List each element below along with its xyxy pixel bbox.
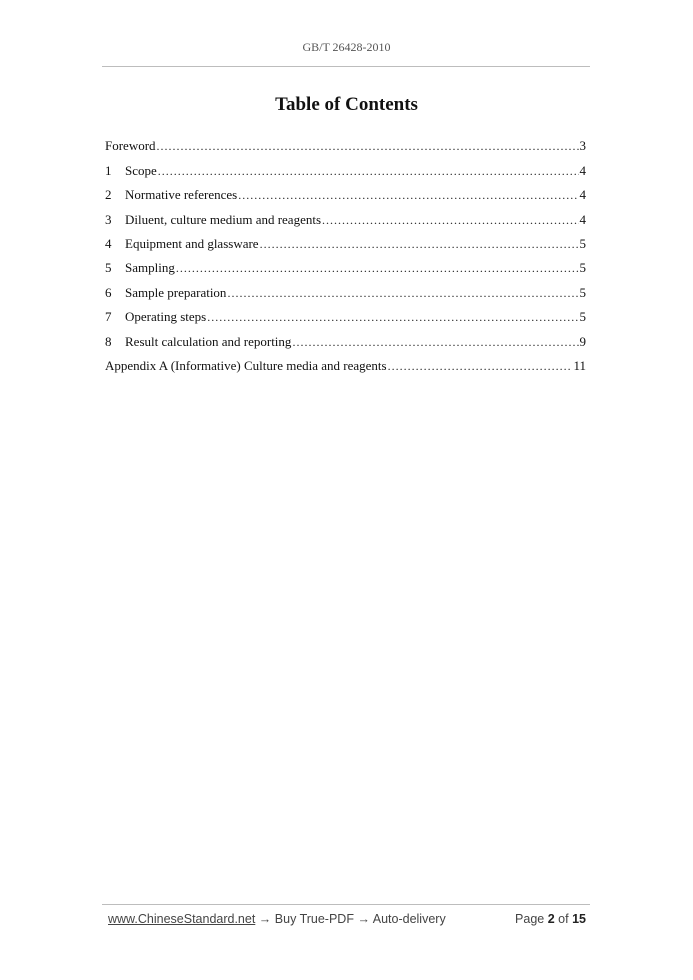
toc-list <box>105 130 586 374</box>
toc-leader-dots <box>292 334 578 350</box>
page-total: 15 <box>572 912 586 926</box>
running-header: GB/T 26428-2010 <box>302 40 391 54</box>
toc-title: Table of Contents <box>275 94 418 115</box>
toc-leader-dots <box>322 212 578 228</box>
footer-divider <box>102 904 590 905</box>
toc-entry-number: 2 <box>105 187 112 203</box>
page-of-label: of <box>558 912 569 926</box>
toc-entry-page: 9 <box>579 333 586 349</box>
toc-entry[interactable] <box>105 301 586 325</box>
toc-entry-page: 3 <box>579 138 586 154</box>
toc-leader-dots <box>227 285 578 301</box>
toc-leader-dots <box>388 358 573 374</box>
auto-delivery-text: Auto-delivery <box>372 912 446 926</box>
toc-entry-number: 6 <box>105 284 112 300</box>
toc-entry-number: 8 <box>105 333 112 349</box>
toc-leader-dots <box>176 260 579 276</box>
toc-leader-dots <box>158 163 579 179</box>
toc-entry-text: Normative references <box>125 187 238 203</box>
toc-entry-page: 4 <box>579 187 586 203</box>
toc-entry-text: Sampling <box>125 260 175 276</box>
toc-entry-page: 11 <box>573 357 586 373</box>
toc-entry-text: Operating steps <box>125 309 207 325</box>
toc-entry[interactable] <box>105 179 586 203</box>
toc-entry[interactable] <box>105 276 586 300</box>
toc-entry-text: Result calculation and reporting <box>125 333 292 349</box>
toc-entry-text: Foreword <box>105 138 156 154</box>
toc-entry-page: 5 <box>579 309 586 325</box>
arrow-right-icon: → <box>357 912 370 926</box>
toc-entry[interactable] <box>105 350 586 374</box>
toc-entry[interactable] <box>105 252 586 276</box>
toc-entry-number: 5 <box>105 260 112 276</box>
website-link[interactable]: www.ChineseStandard.net <box>108 912 256 926</box>
page-label: Page <box>515 912 545 926</box>
toc-entry-text: Scope <box>125 162 157 178</box>
toc-entry-page: 5 <box>579 284 586 300</box>
buy-pdf-text: Buy True-PDF <box>274 912 354 926</box>
toc-entry[interactable] <box>105 203 586 227</box>
toc-entry-page: 5 <box>579 260 586 276</box>
toc-entry-number: 4 <box>105 235 112 251</box>
toc-entry-page: 5 <box>579 235 586 251</box>
toc-entry-page: 4 <box>579 162 586 178</box>
page-footer <box>108 912 586 932</box>
toc-entry-text: Sample preparation <box>125 284 227 300</box>
toc-leader-dots <box>260 236 579 252</box>
toc-entry-text: Equipment and glassware <box>125 235 259 251</box>
header-divider <box>102 66 590 67</box>
toc-entry[interactable] <box>105 325 586 349</box>
toc-entry[interactable] <box>105 130 586 154</box>
page-current: 2 <box>547 912 555 926</box>
toc-entry-number: 7 <box>105 309 112 325</box>
arrow-right-icon: → <box>258 912 272 926</box>
toc-leader-dots <box>238 187 578 203</box>
toc-entry-text: Appendix A (Informative) Culture media and reagents <box>105 357 387 373</box>
toc-entry-page: 4 <box>579 211 586 227</box>
toc-entry-text: Diluent, culture medium and reagents <box>125 211 322 227</box>
toc-entry-number: 1 <box>105 162 112 178</box>
toc-leader-dots <box>207 309 578 325</box>
page-number <box>515 912 586 926</box>
toc-entry[interactable] <box>105 228 586 252</box>
footer-promo <box>108 912 446 926</box>
toc-entry[interactable] <box>105 154 586 178</box>
toc-entry-number: 3 <box>105 211 112 227</box>
toc-leader-dots <box>157 138 579 154</box>
